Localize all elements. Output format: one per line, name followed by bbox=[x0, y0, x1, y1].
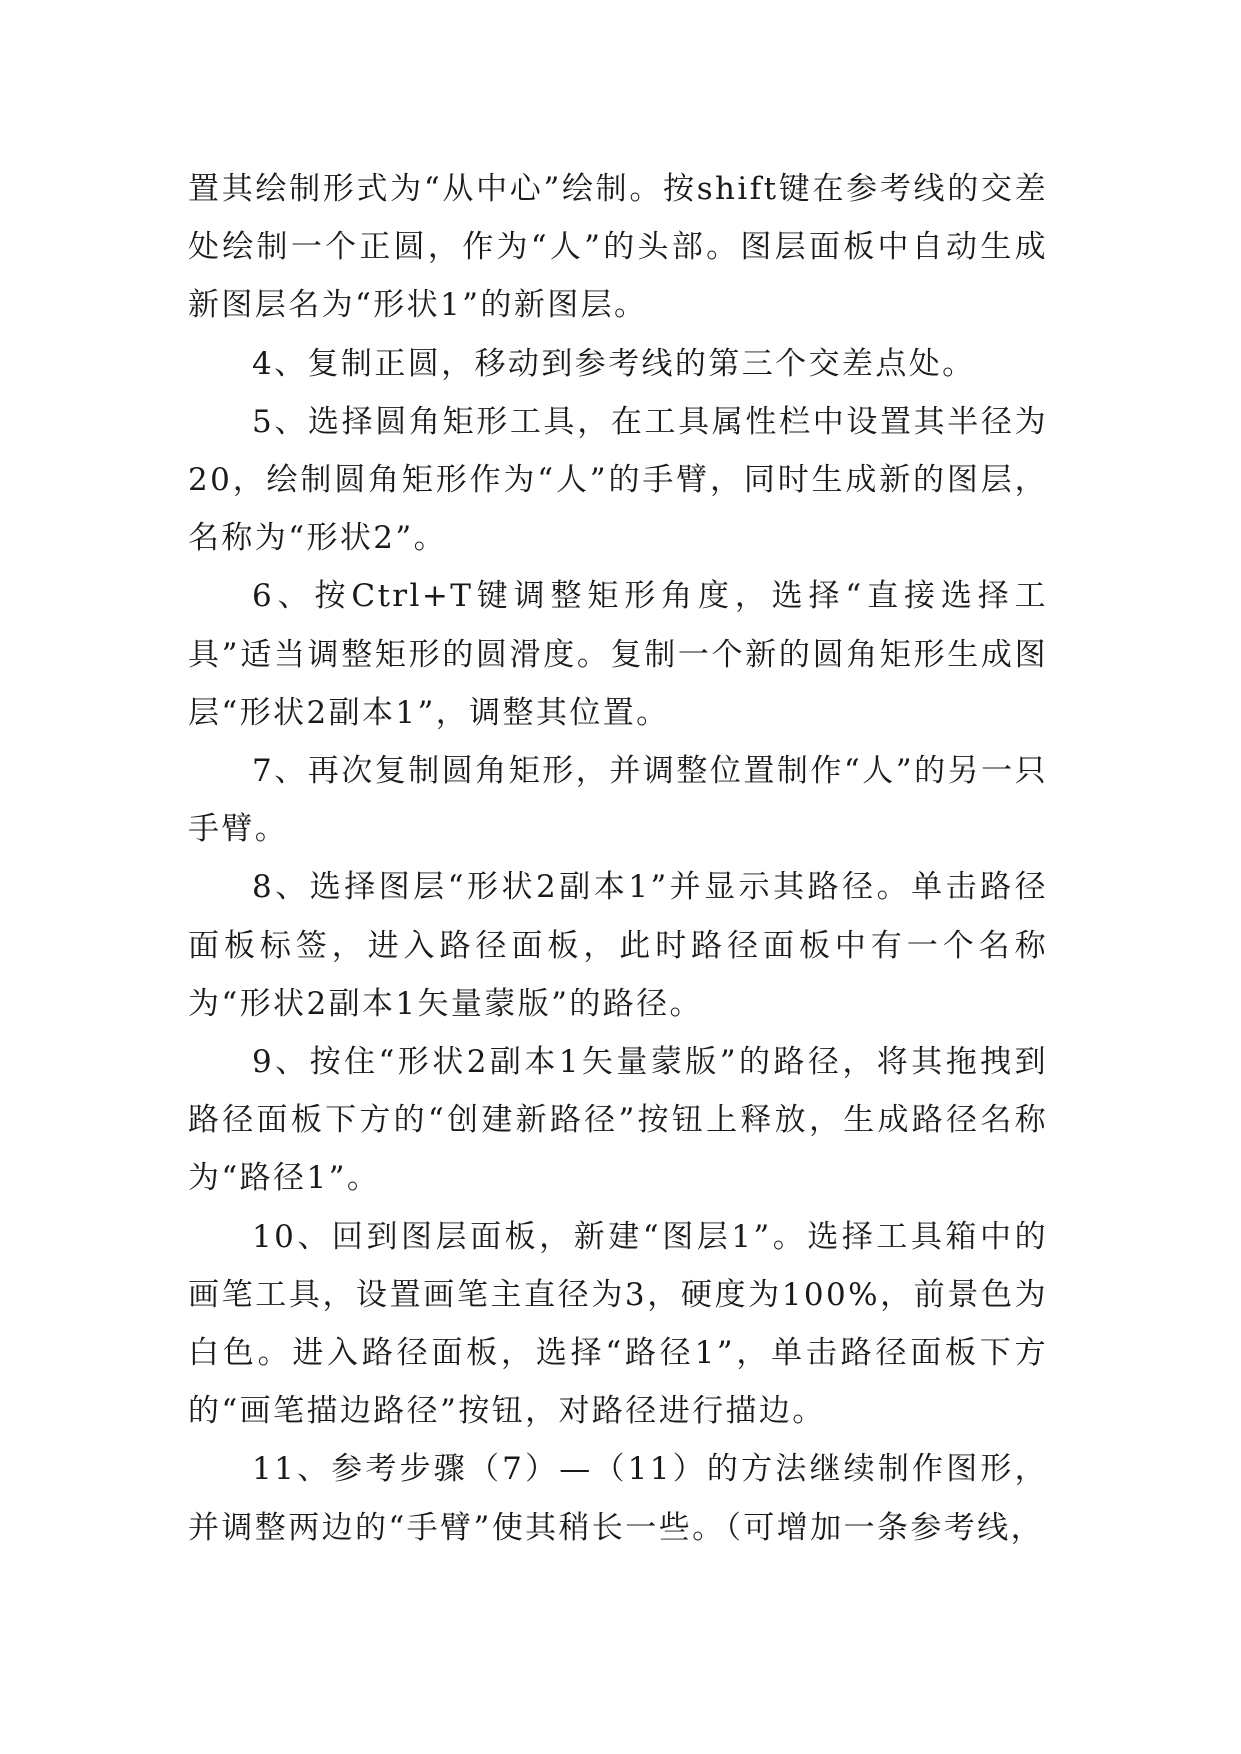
paragraph-step-4: 4、复制正圆，移动到参考线的第三个交差点处。 bbox=[252, 345, 976, 382]
document-body bbox=[188, 160, 1048, 1557]
paragraph-continuation: 置其绘制形式为“从中心”绘制。按shift键在参考线的交差处绘制一个正圆，作为“人”的头部。图层面板中自动生成新图层名为“形状1”的新图层。 bbox=[188, 171, 1048, 324]
paragraph-step-9: 9、按住“形状2副本1矢量蒙版”的路径，将其拖拽到路径面板下方的“创建新路径”按钮上释放，生成路径名称为“路径1”。 bbox=[188, 1044, 1048, 1197]
paragraph-step-11: 11、参考步骤（7）—（11）的方法继续制作图形，并调整两边的“手臂”使其稍长一些。（可增加一条参考线， bbox=[188, 1451, 1048, 1546]
paragraph-step-8: 8、选择图层“形状2副本1”并显示其路径。单击路径面板标签，进入路径面板，此时路径面板中有一个名称为“形状2副本1矢量蒙版”的路径。 bbox=[188, 869, 1048, 1022]
paragraph-step-10: 10、回到图层面板，新建“图层1”。选择工具箱中的画笔工具，设置画笔主直径为3，硬度为100%，前景色为白色。进入路径面板，选择“路径1”，单击路径面板下方的“画笔描边路径”按钮，对路径进行描边。 bbox=[188, 1218, 1048, 1430]
paragraph-step-7: 7、再次复制圆角矩形，并调整位置制作“人”的另一只手臂。 bbox=[188, 753, 1048, 848]
paragraph-step-6: 6、按Ctrl+T键调整矩形角度，选择“直接选择工具”适当调整矩形的圆滑度。复制一个新的圆角矩形生成图层“形状2副本1”，调整其位置。 bbox=[188, 578, 1048, 731]
paragraph-step-5: 5、选择圆角矩形工具，在工具属性栏中设置其半径为20，绘制圆角矩形作为“人”的手臂，同时生成新的图层，名称为“形状2”。 bbox=[188, 403, 1048, 557]
